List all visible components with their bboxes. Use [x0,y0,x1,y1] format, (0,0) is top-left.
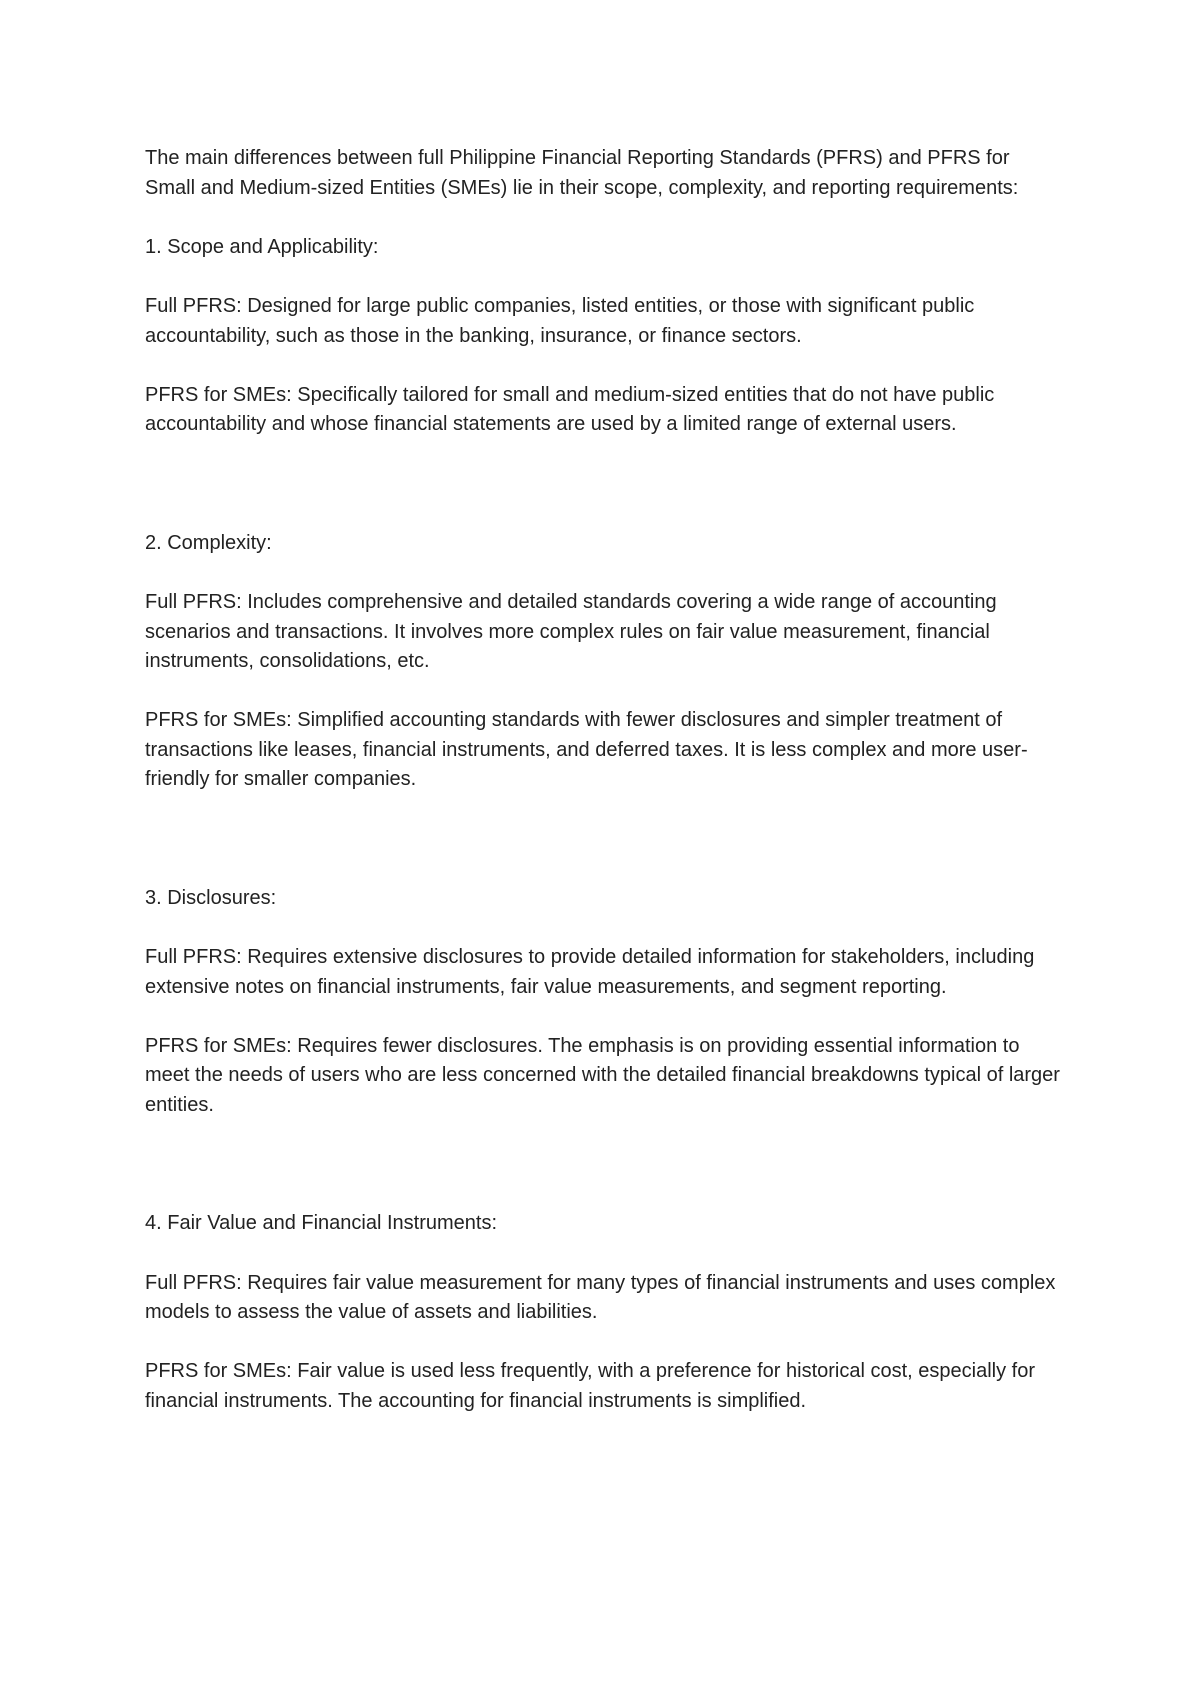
spacer [145,677,1065,707]
scope-pfrs-smes-paragraph: PFRS for SMEs: Specifically tailored for small and medium-sized entities that do not have public accountability and whose financial statements are used by a limited range of external users. [145,383,995,436]
spacer [145,440,1065,529]
section-heading-disclosures: 3. Disclosures: [145,886,277,909]
fair-value-full-pfrs-paragraph: Full PFRS: Requires fair value measurement for many types of financial instruments and uses complex models to assess the value of assets and liabilities. [145,1271,1056,1324]
disclosures-pfrs-smes-paragraph: PFRS for SMEs: Requires fewer disclosures. The emphasis is on providing essential information to meet the needs of users who are less concerned with the detailed financial breakdowns typical of larger entities. [145,1034,1060,1117]
spacer [145,1328,1065,1358]
section-heading-fair-value: 4. Fair Value and Financial Instruments: [145,1212,498,1235]
document-body [145,144,1065,1417]
complexity-pfrs-smes-paragraph: PFRS for SMEs: Simplified accounting standards with fewer disclosures and simpler treatment of transactions like leases, financial instruments, and deferred taxes. It is less complex and more user-friendly for smaller companies. [145,709,1028,791]
spacer [145,1121,1065,1210]
section-heading-scope: 1. Scope and Applicability: [145,235,379,258]
spacer [145,558,1065,588]
spacer [145,1239,1065,1269]
fair-value-pfrs-smes-paragraph: PFRS for SMEs: Fair value is used less frequently, with a preference for historical cost, especially for financial instruments. The accounting for financial instruments is simplified. [145,1360,1035,1412]
section-heading-complexity: 2. Complexity: [145,531,272,554]
disclosures-full-pfrs-paragraph: Full PFRS: Requires extensive disclosures to provide detailed information for stakeholders, including extensive notes on financial instruments, fair value measurements, and segment reporting. [145,946,1035,998]
scope-full-pfrs-paragraph: Full PFRS: Designed for large public companies, listed entities, or those with significant public accountability, such as those in the banking, insurance, or finance sectors. [145,294,975,347]
intro-paragraph: The main differences between full Philippine Financial Reporting Standards (PFRS) and PFRS for Small and Medium-sized Entities (SMEs) lie in their scope, complexity, and reporting requirements: [145,147,1019,199]
spacer [145,913,1065,943]
spacer [145,351,1065,381]
spacer [145,203,1065,233]
spacer [145,1002,1065,1032]
spacer [145,262,1065,292]
complexity-full-pfrs-paragraph: Full PFRS: Includes comprehensive and detailed standards covering a wide range of accounting scenarios and transactions. It involves more complex rules on fair value measurement, financial instruments, consolidations, etc. [145,590,997,673]
spacer [145,795,1065,884]
